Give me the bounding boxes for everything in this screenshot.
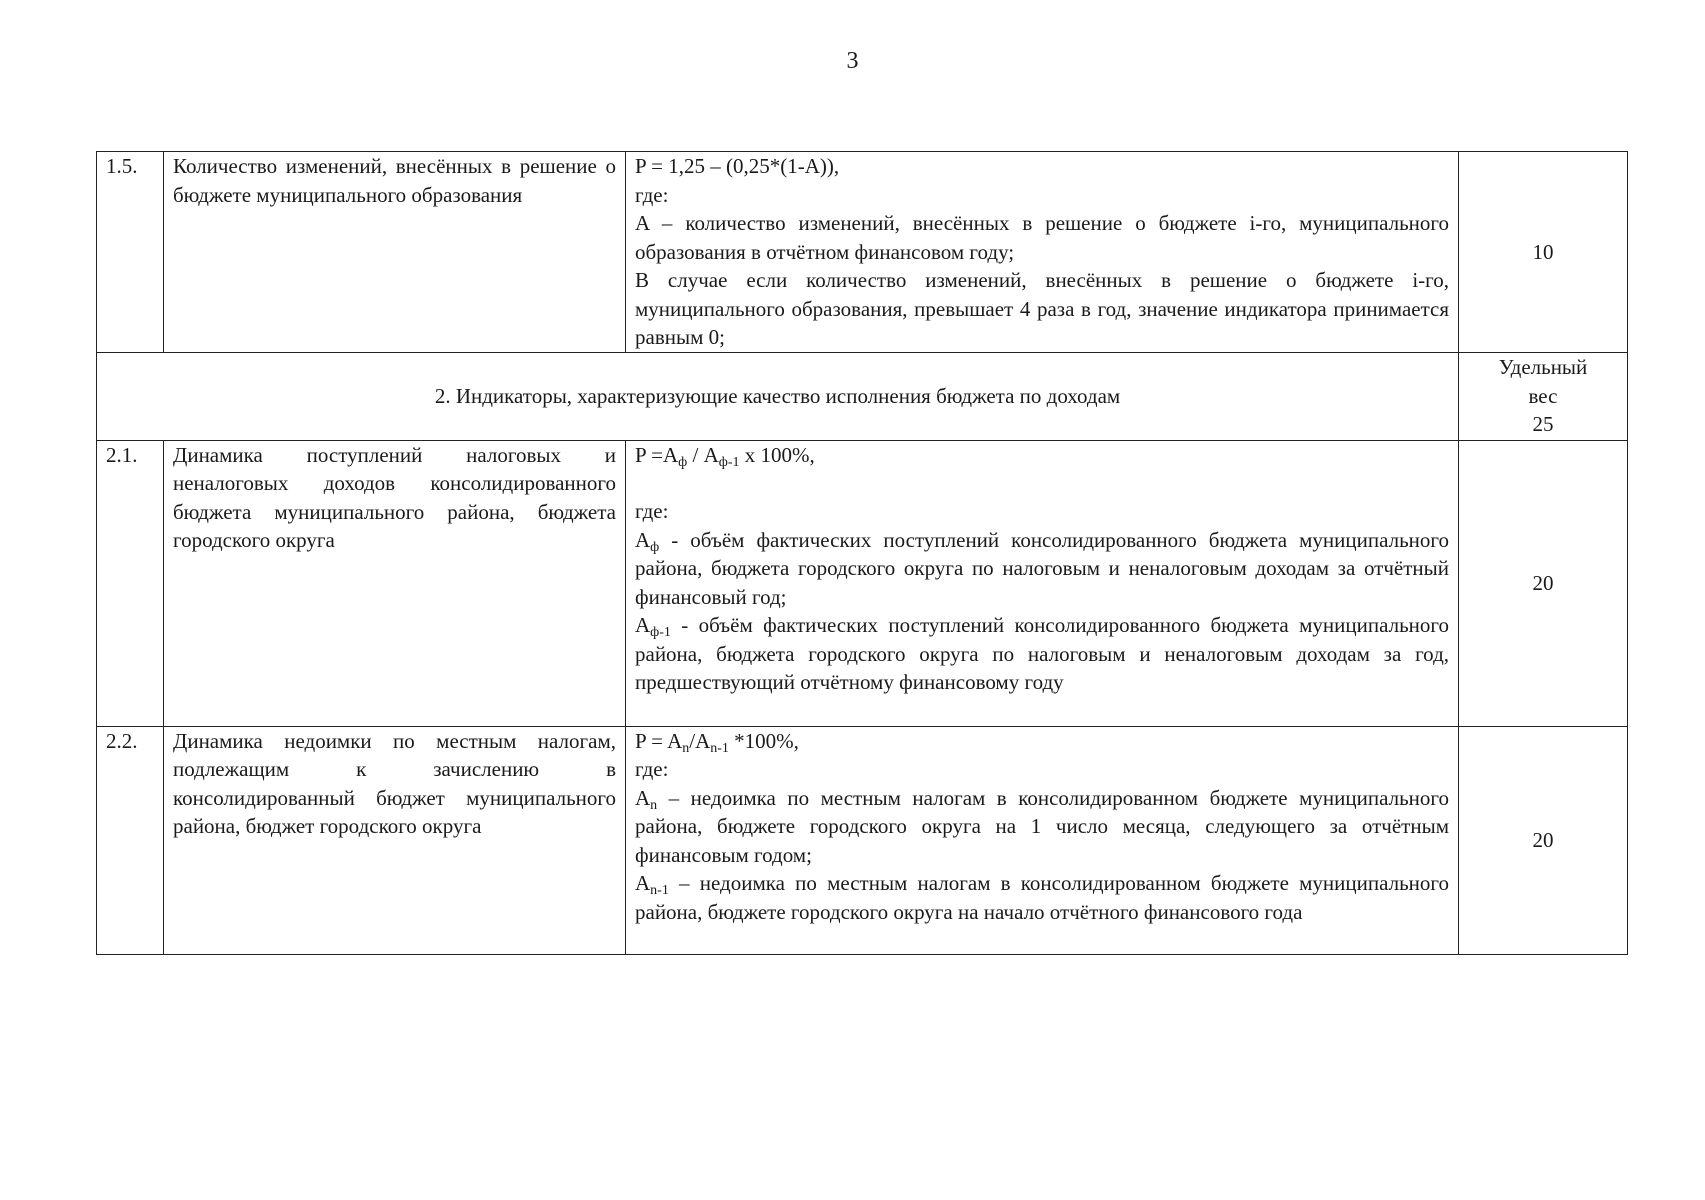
weight-label: Удельный [1498, 355, 1588, 380]
row-number: 2.2. [97, 726, 164, 954]
formula-part: *100%, [728, 728, 799, 753]
variable-subscript: ф-1 [650, 625, 671, 640]
indicator-name: Динамика поступлений налоговых и неналоговых доходов консолидированного бюджета муниципального района, бюджета городского округа [164, 440, 626, 726]
description-text: – недоимка по местным налогам в консолидированном бюджете муниципального района, бюджете городского округа на 1 число месяца, следующего за отчётным финансовым годом; [635, 785, 1449, 867]
table-row [97, 152, 1628, 353]
spacer [635, 469, 1449, 497]
variable: A [635, 527, 651, 552]
row-number: 2.1. [97, 440, 164, 726]
weight-label: вес [1528, 383, 1558, 408]
table-row [97, 726, 1628, 954]
where-label: где: [635, 757, 669, 781]
description-text: - объём фактических поступлений консолидированного бюджета муниципального района, бюджета городского округа по налоговым и неналоговым доходам за год, предшествующий отчётному финансовому году [635, 613, 1449, 694]
page-number: 3 [846, 48, 859, 74]
formula-subscript: n-1 [710, 740, 729, 756]
variable-subscript: n-1 [650, 883, 669, 898]
formula-part: P = A [635, 728, 683, 753]
formula-description [635, 784, 1449, 870]
formula-cell [626, 726, 1459, 954]
formula-description: A – количество изменений, внесённых в решение о бюджете i-го, муниципального образования в отчётном финансовом году; [635, 211, 1449, 264]
weight-value: 20 [1459, 726, 1628, 954]
section-header-row [97, 352, 1628, 440]
formula-description [635, 526, 1449, 612]
formula-description: В случае если количество изменений, внесённых в решение о бюджете i-го, муниципального образования, превышает 4 раза в год, значение индикатора принимается равным 0; [635, 268, 1449, 349]
formula-description [635, 869, 1449, 926]
formula-part: P =A [635, 442, 679, 467]
variable: A [635, 785, 651, 810]
description-text: - объём фактических поступлений консолидированного бюджета муниципального района, бюджета городского округа по налоговым и неналоговым доходам за отчётный финансовый год; [635, 527, 1449, 609]
formula-part: /A [689, 728, 711, 753]
formula-subscript: ф [678, 454, 688, 470]
row-number: 1.5. [97, 152, 164, 353]
section-title: 2. Индикаторы, характеризующие качество исполнения бюджета по доходам [97, 352, 1459, 440]
variable: A [635, 871, 651, 895]
variable-subscript: n [650, 797, 658, 813]
formula-subscript: n [682, 740, 690, 756]
section-weight [1459, 352, 1628, 440]
indicator-name: Динамика недоимки по местным налогам, подлежащим к зачислению в консолидированный бюджет муниципального района, бюджет городского округа [164, 726, 626, 954]
formula-subscript: ф-1 [718, 454, 740, 470]
description-text: – недоимка по местным налогам в консолидированном бюджете муниципального района, бюджете городского округа на начало отчётного финансового года [635, 871, 1449, 924]
formula [635, 441, 1449, 470]
where-label: где: [635, 182, 669, 207]
formula: P = 1,25 – (0,25*(1-A)), [635, 154, 840, 178]
formula-cell [626, 440, 1459, 726]
table-row [97, 440, 1628, 726]
formula-description [635, 611, 1449, 697]
weight-value: 10 [1459, 152, 1628, 353]
variable: A [635, 613, 651, 637]
formula [635, 727, 1449, 756]
variable-subscript: ф [650, 539, 660, 555]
formula-cell [626, 152, 1459, 353]
weight-value: 25 [1532, 412, 1554, 437]
indicator-name: Количество изменений, внесённых в решение о бюджете муниципального образования [164, 152, 626, 353]
formula-part: / A [687, 442, 719, 467]
where-label: где: [635, 499, 669, 523]
weight-value: 20 [1459, 440, 1628, 726]
formula-part: x 100%, [739, 442, 815, 467]
indicators-table [96, 151, 1628, 955]
